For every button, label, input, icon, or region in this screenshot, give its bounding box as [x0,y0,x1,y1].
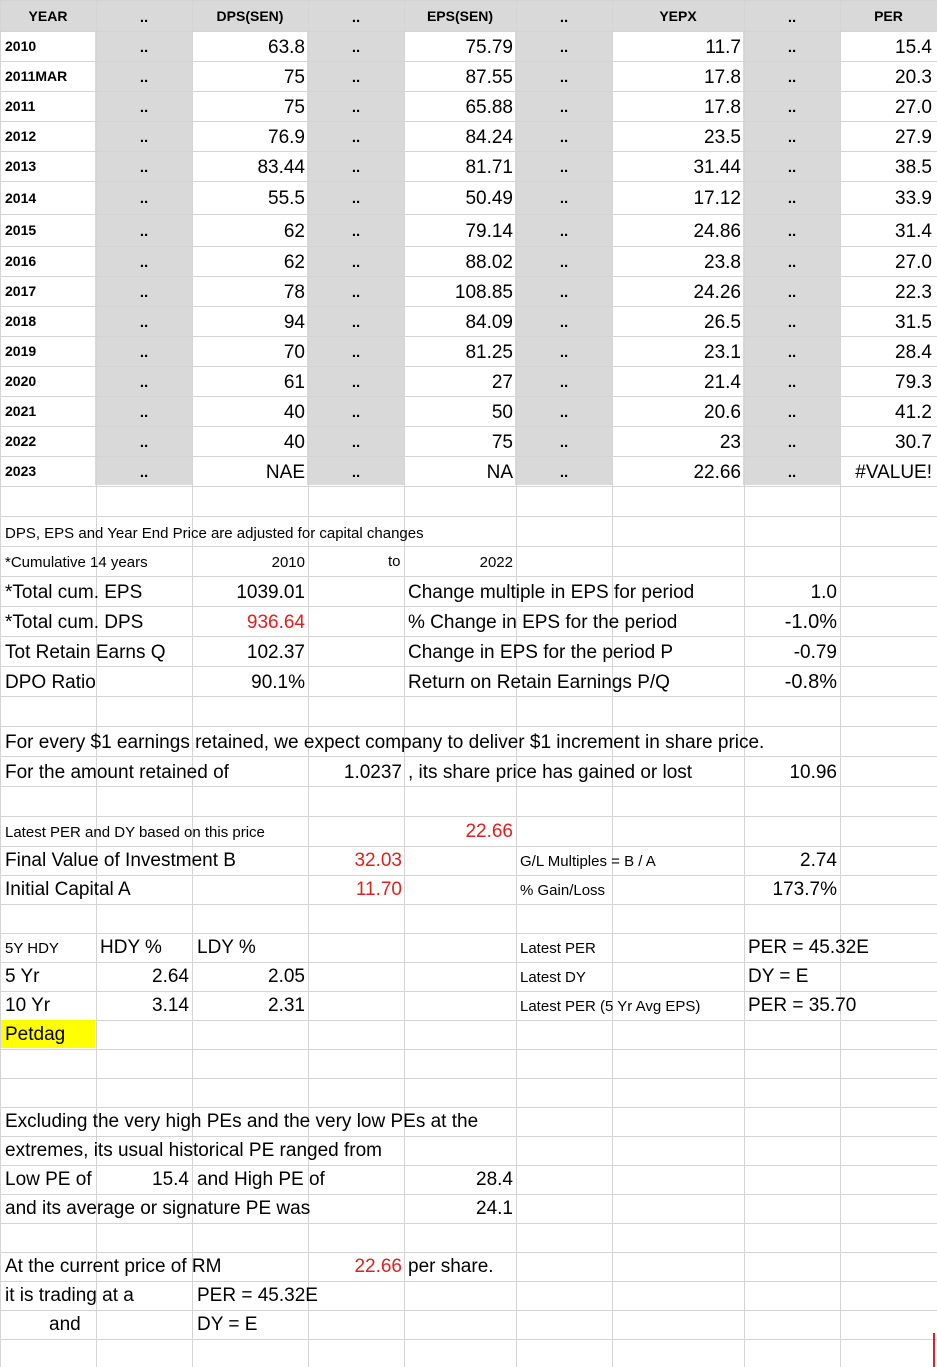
grid-row-line [0,726,937,727]
retained-amount-value: 1.0237 [343,762,402,783]
row-sep: .. [559,253,569,271]
avg-pe-label: and its average or signature PE was [5,1198,311,1219]
row-year: 2017 [5,283,37,299]
row-sep: .. [559,222,569,240]
row-sep: .. [139,190,149,207]
total-dps-value: 936.64 [246,612,305,633]
header-dps: DPS(SEN) [216,8,284,24]
row-sep: .. [139,283,149,301]
current-price-value: 22.66 [354,1256,402,1277]
grid-row-line [0,516,937,517]
row-sep: .. [139,253,149,271]
row-sep: .. [139,38,149,56]
row-yepx: 17.8 [704,96,741,118]
row-per: 20.3 [895,66,932,88]
row-yepx: 23.1 [704,341,741,363]
row-dps: 94 [283,311,305,333]
row-sep: .. [139,158,149,176]
row-dps: 78 [283,281,305,303]
header-sep: .. [139,9,149,26]
row-sep: .. [351,343,361,361]
row-year: 2018 [5,313,37,329]
latest-per-value: PER = 45.32E [748,937,869,958]
grid-row-line [0,1194,937,1195]
row-eps: 81.25 [465,341,513,363]
avg-pe-value: 24.1 [476,1198,513,1219]
five-year-ldy: 2.05 [268,966,305,987]
grid-row-line [0,875,937,876]
row-per: 79.3 [895,371,932,393]
grid-row-line [0,1339,937,1340]
row-sep: .. [787,190,797,207]
grid-row-line [0,0,937,1]
row-per: 28.4 [895,341,932,363]
dpo-ratio-label: DPO Ratio [5,672,96,693]
price-change-label: , its share price has gained or lost [408,762,693,783]
row-sep: .. [351,158,361,176]
row-eps: 65.88 [465,96,513,118]
low-pe-value: 15.4 [152,1169,189,1190]
row-sep: .. [559,68,569,86]
row-eps: 50.49 [465,188,513,209]
header-per: PER [874,8,903,24]
retained-statement: For every $1 earnings retained, we expect company to deliver $1 increment in share price. [5,732,765,753]
row-sep: .. [559,373,569,391]
and-label: and [49,1314,81,1335]
row-yepx: 17.8 [704,66,741,88]
row-sep: .. [559,403,569,421]
row-per: 27.9 [895,126,932,148]
row-yepx: 17.12 [693,188,741,209]
row-sep: .. [139,403,149,421]
row-sep: .. [559,98,569,116]
row-sep: .. [787,253,797,271]
row-eps: 88.02 [465,251,513,273]
row-sep: .. [787,128,797,146]
row-sep: .. [559,433,569,451]
gain-loss-label: % Gain/Loss [520,882,606,899]
row-per: 31.5 [895,311,932,333]
pe-summary-line1: Excluding the very high PEs and the very low PEs at the [5,1111,479,1132]
change-eps-value: -0.79 [793,642,837,663]
grid-row-line [0,846,937,847]
trading-label: it is trading at a [5,1285,134,1306]
row-sep: .. [559,190,569,207]
row-sep: .. [139,343,149,361]
trading-dy-value: DY = E [197,1314,258,1335]
hdy-header: HDY % [100,937,162,958]
row-sep: .. [351,403,361,421]
five-year-label: 5 Yr [5,966,40,987]
initial-capital-value: 11.70 [355,879,402,900]
five-year-hdy: 2.64 [152,966,189,987]
cell-marker [933,1333,935,1367]
cumulative-to: 2022 [479,554,513,571]
grid-row-line [0,1252,937,1253]
grid-row-line [0,991,937,992]
row-dps: 63.8 [268,36,305,58]
row-yepx: 23 [719,431,741,453]
row-sep: .. [139,373,149,391]
row-dps: 40 [283,401,305,423]
retained-earnings-value: 102.37 [246,642,305,663]
grid-row-line [0,1165,937,1166]
row-sep: .. [787,68,797,86]
grid-row-line [0,576,937,577]
high-pe-value: 28.4 [476,1169,513,1190]
row-year: 2016 [5,253,37,269]
initial-capital-label: Initial Capital A [5,879,131,900]
row-dps: 76.9 [268,126,305,148]
row-dps: 40 [283,431,305,453]
row-sep: .. [351,463,361,481]
row-year: 2014 [5,189,37,206]
row-sep: .. [351,38,361,56]
grid-row-line [0,696,937,697]
row-sep: .. [559,38,569,56]
row-sep: .. [139,68,149,86]
row-dps: 61 [283,371,305,393]
header-sep: .. [351,9,361,26]
trading-per-value: PER = 45.32E [197,1285,318,1306]
row-sep: .. [351,283,361,301]
cumulative-from: 2010 [271,554,305,571]
row-sep: .. [787,313,797,331]
header-yepx: YEPX [659,8,697,24]
cumulative-to-word: to [388,553,401,570]
row-per: 27.0 [895,251,932,273]
row-sep: .. [559,343,569,361]
change-eps-label: Change in EPS for the period P [408,642,674,663]
header-sep: .. [559,9,569,26]
row-sep: .. [351,222,361,240]
row-per: 33.9 [895,188,932,209]
grid-row-line [0,1223,937,1224]
row-sep: .. [559,313,569,331]
high-pe-label: and High PE of [197,1169,325,1190]
row-yepx: 22.66 [693,461,741,483]
low-pe-label: Low PE of [5,1169,92,1190]
row-sep: .. [787,433,797,451]
row-sep: .. [139,128,149,146]
return-retained-label: Return on Retain Earnings P/Q [408,672,670,693]
row-eps: 79.14 [465,220,513,242]
ten-year-ldy: 2.31 [268,995,305,1016]
row-sep: .. [139,313,149,331]
row-eps: 27 [491,371,513,393]
row-eps: NA [486,461,513,483]
row-per: 41.2 [895,401,932,423]
row-sep: .. [351,253,361,271]
row-dps: 62 [283,220,305,242]
row-sep: .. [787,222,797,240]
row-per: 31.4 [895,220,932,242]
latest-dy-value: DY = E [748,966,809,987]
row-per: 15.4 [895,36,932,58]
price-change-value: 10.96 [789,762,837,783]
row-sep: .. [139,98,149,116]
retained-amount-label: For the amount retained of [5,762,229,783]
row-sep: .. [787,343,797,361]
row-sep: .. [787,463,797,481]
final-value: 32.03 [354,850,402,871]
row-eps: 108.85 [454,281,513,303]
grid-row-line [0,1020,937,1021]
change-multiple-label: Change multiple in EPS for period [408,582,695,603]
row-yepx: 21.4 [704,371,741,393]
grid-row-line [0,816,937,817]
row-year: 2013 [5,158,37,174]
dpo-ratio-value: 90.1% [251,672,305,693]
row-eps: 84.09 [465,311,513,333]
row-yepx: 20.6 [704,401,741,423]
grid-row-line [0,1107,937,1108]
row-dps: 55.5 [268,188,305,209]
final-value-label: Final Value of Investment B [5,850,236,871]
header-sep: .. [787,9,797,26]
ldy-header: LDY % [197,937,256,958]
grid-row-line [0,756,937,757]
row-sep: .. [787,98,797,116]
row-eps: 84.24 [465,126,513,148]
latest-per5-value: PER = 35.70 [748,995,857,1016]
gl-multiple-label: G/L Multiples = B / A [520,853,656,870]
row-sep: .. [559,463,569,481]
header-eps: EPS(SEN) [426,8,494,24]
grid-row-line [0,636,937,637]
row-yepx: 24.86 [693,220,741,242]
return-retained-value: -0.8% [784,671,837,693]
row-year: 2010 [5,38,37,54]
row-sep: .. [139,463,149,481]
row-sep: .. [351,128,361,146]
change-multiple-value: 1.0 [810,582,837,603]
company-name: Petdag [5,1024,66,1045]
latest-per-label: Latest PER [520,940,596,957]
row-dps: 70 [283,341,305,363]
header-year: YEAR [28,8,68,24]
row-yepx: 31.44 [693,156,741,178]
gl-multiple-value: 2.74 [800,850,837,871]
latest-price-value: 22.66 [465,821,513,842]
row-sep: .. [351,313,361,331]
row-eps: 81.71 [465,156,513,178]
gain-loss-value: 173.7% [772,879,837,900]
row-dps: 75 [283,96,305,118]
row-sep: .. [787,403,797,421]
row-sep: .. [139,433,149,451]
row-per: 30.7 [895,431,932,453]
row-year: 2011MAR [5,68,68,84]
hdy-5y-label: 5Y HDY [5,940,59,957]
row-per: 22.3 [895,281,932,303]
row-sep: .. [139,222,149,240]
grid-row-line [0,1049,937,1050]
row-year: 2022 [5,433,37,449]
row-sep: .. [559,158,569,176]
retained-earnings-label: Tot Retain Earns Q [5,642,166,663]
row-sep: .. [787,373,797,391]
row-per: 27.0 [895,96,932,118]
adjustment-note: DPS, EPS and Year End Price are adjusted for capital changes [5,525,424,542]
pct-change-label: % Change in EPS for the period [408,612,678,633]
total-dps-label: *Total cum. DPS [5,612,144,633]
row-dps: 62 [283,251,305,273]
row-sep: .. [351,190,361,207]
latest-dy-label: Latest DY [520,969,586,986]
row-sep: .. [559,128,569,146]
grid-row-line [0,786,937,787]
row-year: 2020 [5,373,37,389]
row-yepx: 11.7 [705,36,741,58]
row-sep: .. [351,98,361,116]
row-yepx: 23.8 [704,251,741,273]
row-year: 2012 [5,128,37,144]
row-sep: .. [787,38,797,56]
grid-row-line [0,904,937,905]
row-sep: .. [787,158,797,176]
ten-year-hdy: 3.14 [152,995,189,1016]
row-per: #VALUE! [855,461,932,483]
pct-change-value: -1.0% [784,611,837,633]
row-eps: 75.79 [465,36,513,58]
per-share-label: per share. [408,1256,494,1277]
row-eps: 50 [491,401,513,423]
row-year: 2019 [5,343,37,359]
cumulative-label: *Cumulative 14 years [5,554,148,571]
grid-row-line [0,606,937,607]
row-sep: .. [787,283,797,301]
current-price-label: At the current price of RM [5,1256,222,1277]
grid-row-line [0,933,937,934]
row-dps: NAE [265,461,305,483]
grid-row-line [0,486,937,487]
row-yepx: 26.5 [704,311,741,333]
row-yepx: 23.5 [704,126,741,148]
total-eps-value: 1039.01 [236,582,305,603]
total-eps-label: *Total cum. EPS [5,582,143,603]
row-per: 38.5 [895,156,932,178]
grid-row-line [0,1136,937,1137]
row-sep: .. [559,283,569,301]
row-yepx: 24.26 [693,281,741,303]
row-year: 2015 [5,222,37,238]
grid-row-line [0,666,937,667]
row-eps: 75 [491,431,513,453]
ten-year-label: 10 Yr [5,995,51,1016]
row-year: 2011 [5,98,36,114]
row-year: 2021 [5,403,37,419]
pe-summary-line2: extremes, its usual historical PE ranged from [5,1140,382,1161]
row-year: 2023 [5,463,37,479]
grid-row-line [0,1310,937,1311]
grid-row-line [0,1281,937,1282]
grid-row-line [0,962,937,963]
row-eps: 87.55 [465,66,513,88]
row-sep: .. [351,68,361,86]
latest-price-label: Latest PER and DY based on this price [5,824,265,841]
grid-row-line [0,1078,937,1079]
row-dps: 75 [283,66,305,88]
row-sep: .. [351,433,361,451]
row-sep: .. [351,373,361,391]
grid-row-line [0,546,937,547]
row-dps: 83.44 [257,156,305,178]
latest-per5-label: Latest PER (5 Yr Avg EPS) [520,998,701,1015]
